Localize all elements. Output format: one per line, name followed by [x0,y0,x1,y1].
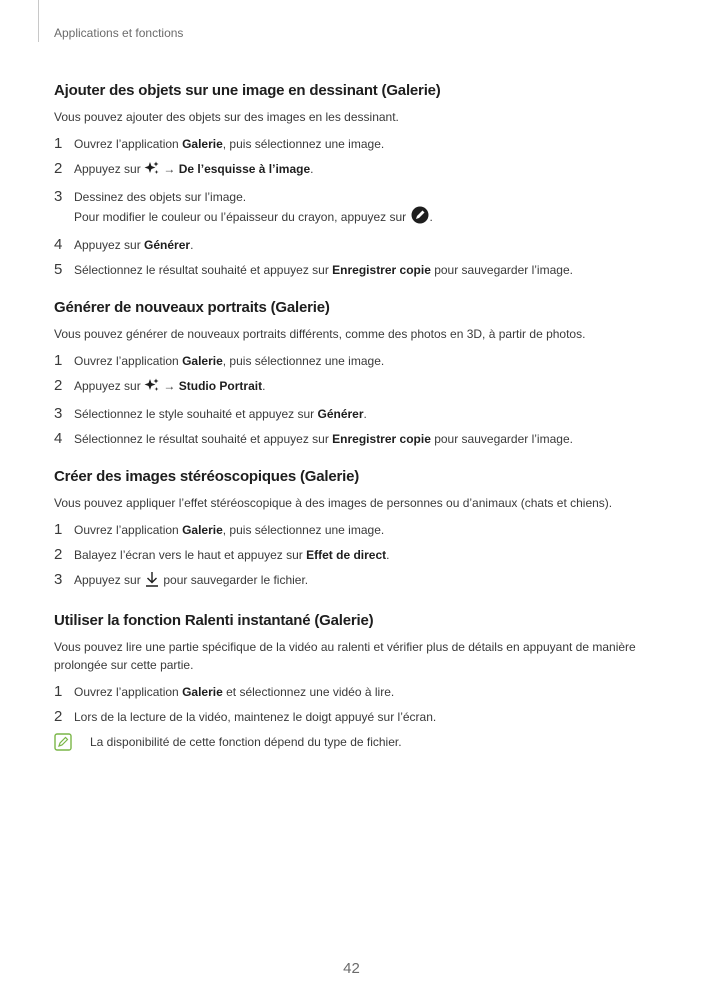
section-portraits [54,299,654,448]
step-text: , puis sélectionnez une image. [222,354,385,368]
button-name: Générer [144,238,191,252]
section-title: Générer de nouveaux portraits (Galerie) [54,299,330,316]
app-name: Galerie [182,137,223,151]
step-text: Sélectionnez le style souhaité et appuyez sur [74,407,318,421]
menu-option: Studio Portrait [178,379,263,393]
section-title: Créer des images stéréoscopiques (Galerie) [54,468,360,485]
section-draw-objects [54,82,654,279]
step-number: 4 [54,430,63,447]
step [54,188,654,229]
step-number: 1 [54,521,63,538]
step-text: Appuyez sur [74,162,145,176]
step-text: , puis sélectionnez une image. [222,137,385,151]
step [54,236,654,254]
step-text: pour sauvegarder le fichier. [160,573,309,587]
step-text: Ouvrez l’application [74,354,183,368]
step-text: Lors de la lecture de la vidéo, maintenez le doigt appuyé sur l’écran. [74,710,437,724]
note [54,733,654,751]
content [54,82,654,771]
section-title: Ajouter des objets sur une image en dessinant (Galerie) [54,82,441,99]
step-text: Sélectionnez le résultat souhaité et appuyez sur [74,432,333,446]
step-text: pour sauvegarder l’image. [430,432,573,446]
step-text: Sélectionnez le résultat souhaité et appuyez sur [74,263,333,277]
ai-sparkle-icon [144,161,160,181]
step-text: . [429,210,433,224]
download-arrow-icon [144,571,160,592]
step-number: 1 [54,683,63,700]
section-stereoscopic [54,468,654,592]
section-intro: Vous pouvez lire une partie spécifique de la vidéo au ralenti et vérifier plus de détails en appuyant de manière prolongée sur cette partie. [54,640,636,672]
arrow: → [163,162,176,176]
step-text: . [386,548,390,562]
step-text: . [190,238,194,252]
step-number: 4 [54,236,63,253]
app-name: Galerie [182,354,223,368]
section-slow-motion [54,612,654,751]
step-number: 3 [54,188,63,205]
section-intro: Vous pouvez appliquer l’effet stéréoscopique à des images de personnes ou d’animaux (chats et chiens). [54,496,613,510]
menu-option: De l’esquisse à l’image [178,162,311,176]
step-number: 1 [54,352,63,369]
step-text: Ouvrez l’application [74,523,183,537]
step [54,546,654,564]
page-header: Applications et fonctions [54,26,184,40]
button-name: Enregistrer copie [332,432,431,446]
step [54,160,654,181]
pen-icon [410,206,430,229]
step-text: Dessinez des objets sur l’image. [74,190,247,204]
button-name: Enregistrer copie [332,263,431,277]
step-text: et sélectionnez une vidéo à lire. [222,685,395,699]
step-text: Ouvrez l’application [74,685,183,699]
step-text: Ouvrez l’application [74,137,183,151]
step [54,708,654,726]
section-intro: Vous pouvez générer de nouveaux portraits différents, comme des photos en 3D, à partir de photos. [54,327,586,341]
step-text: . [363,407,367,421]
step [54,521,654,539]
button-name: Générer [317,407,364,421]
step-text: Appuyez sur [74,573,145,587]
app-name: Galerie [182,523,223,537]
step-number: 5 [54,261,63,278]
step-text: Appuyez sur [74,379,145,393]
step-number: 1 [54,135,63,152]
section-intro: Vous pouvez ajouter des objets sur des images en les dessinant. [54,110,399,124]
button-name: Effet de direct [306,548,387,562]
step-text: , puis sélectionnez une image. [222,523,385,537]
step [54,405,654,423]
step-text: . [310,162,314,176]
step [54,571,654,592]
step-text: . [262,379,266,393]
step [54,430,654,448]
step-number: 2 [54,546,63,563]
header-rule [38,0,39,42]
section-title: Utiliser la fonction Ralenti instantané (Galerie) [54,612,374,629]
step-text: pour sauvegarder l’image. [430,263,573,277]
step-number: 3 [54,571,63,588]
step [54,261,654,279]
app-name: Galerie [182,685,223,699]
step [54,377,654,398]
step-number: 2 [54,377,63,394]
step-number: 2 [54,708,63,725]
step-number: 2 [54,160,63,177]
step-text: Pour modifier le couleur ou l’épaisseur du crayon, appuyez sur [74,210,410,224]
ai-sparkle-icon [144,378,160,398]
step-text: Appuyez sur [74,238,145,252]
note-icon [54,733,72,751]
step [54,683,654,701]
arrow: → [163,379,176,393]
step [54,352,654,370]
page-number: 42 [343,960,360,977]
step-text: Balayez l’écran vers le haut et appuyez sur [74,548,307,562]
step-number: 3 [54,405,63,422]
step [54,135,654,153]
note-text: La disponibilité de cette fonction dépend du type de fichier. [90,735,402,749]
